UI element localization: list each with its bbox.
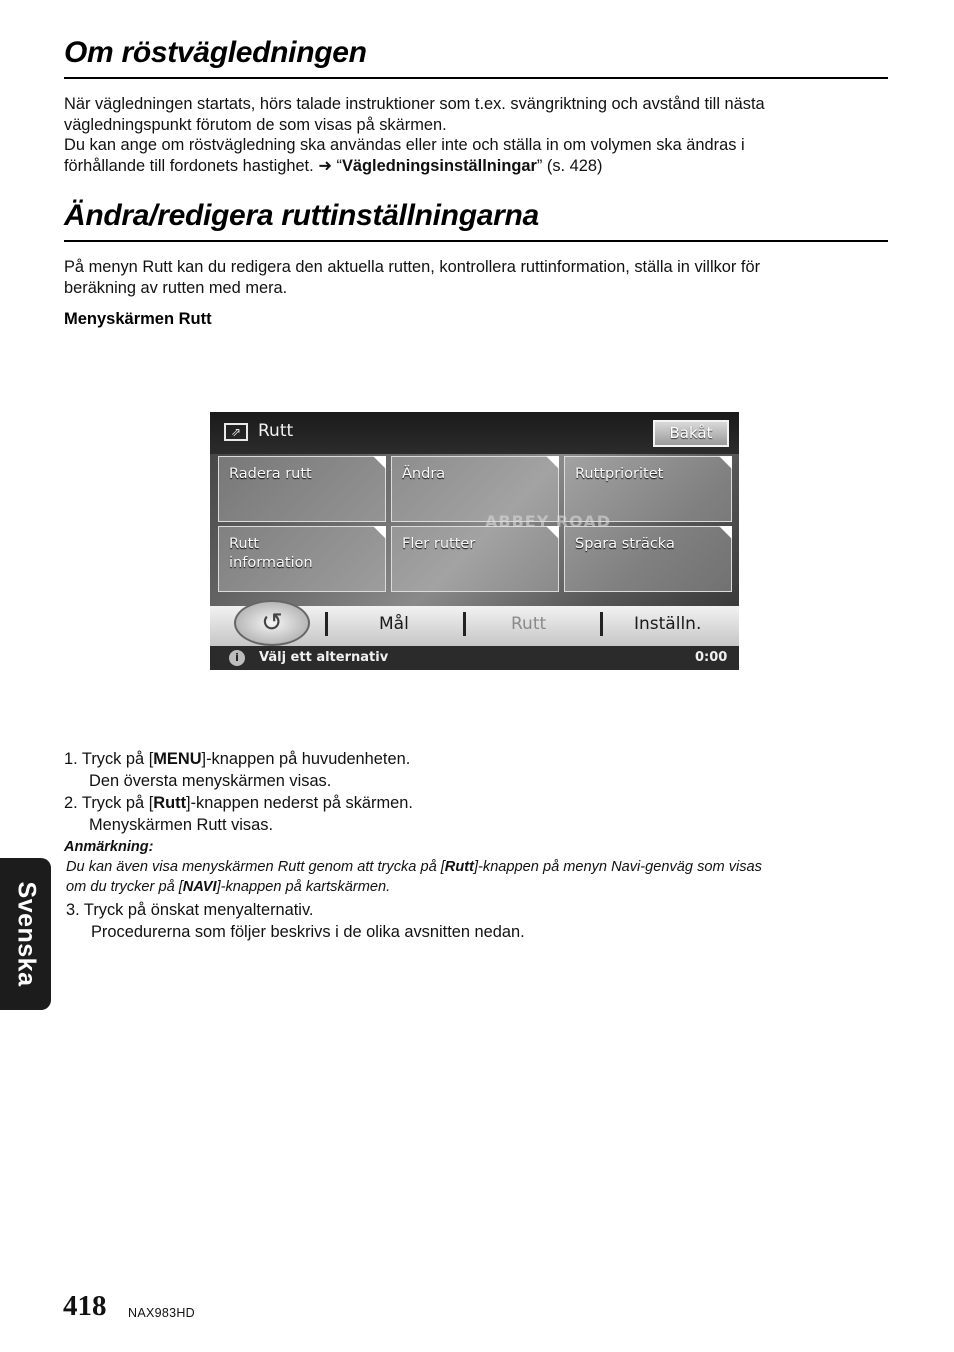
text-span: ]-knappen på huvudenheten. xyxy=(201,750,411,768)
edit-route-button[interactable] xyxy=(391,456,559,522)
text-line: Du kan ange om röstvägledning ska användas eller inte och ställa in om volymen ska ändras i xyxy=(64,136,745,154)
tile-label: information xyxy=(229,555,313,571)
clock: 0:00 xyxy=(695,650,728,665)
back-button[interactable]: Bakåt xyxy=(653,420,729,447)
status-bar xyxy=(210,646,739,670)
text-span: 1. Tryck på [ xyxy=(64,750,154,768)
text-line xyxy=(66,857,896,877)
separator xyxy=(325,612,328,636)
text-span: ]-knappen på menyn Navi-genväg som visas xyxy=(473,859,762,875)
key-name: MENU xyxy=(153,750,202,768)
text-line: När vägledningen startats, hörs talade instruktioner som t.ex. svängriktning och avstånd till nästa xyxy=(64,95,765,113)
route-icon: ⇗ xyxy=(224,423,248,441)
tile-label: Fler rutter xyxy=(402,536,476,552)
route-menu-screenshot xyxy=(210,412,739,670)
heading-rule xyxy=(64,77,888,79)
step-2 xyxy=(64,793,413,836)
tile-label: Spara sträcka xyxy=(575,536,675,552)
tile-label: Rutt xyxy=(229,536,259,552)
save-route-button[interactable] xyxy=(564,526,732,592)
route-information-button[interactable] xyxy=(218,526,386,592)
key-name: NAVI xyxy=(182,879,217,895)
text-span: 2. Tryck på [ xyxy=(64,794,154,812)
step-3 xyxy=(66,900,525,943)
text-line: Procedurerna som följer beskrivs i de olika avsnitten nedan. xyxy=(91,922,525,941)
text-line: vägledningspunkt förutom de som visas på skärmen. xyxy=(64,115,447,134)
screen-title: Rutt xyxy=(258,421,294,441)
bottom-navigation-bar xyxy=(210,606,739,646)
delete-route-button[interactable] xyxy=(218,456,386,522)
heading-voice-guidance: Om röstvägledningen xyxy=(64,36,367,69)
text-span: ]-knappen nederst på skärmen. xyxy=(186,794,413,812)
text-line xyxy=(66,877,896,897)
subheading-route-menu: Menyskärmen Rutt xyxy=(64,310,212,328)
map-street-sign: ABBEY ROAD xyxy=(485,512,612,531)
more-routes-button[interactable] xyxy=(391,526,559,592)
text-span: Du kan även visa menyskärmen Rutt genom att trycka på [ xyxy=(66,859,445,875)
info-icon: i xyxy=(229,650,245,666)
text-span: förhållande till fordonets hastighet. ➜ “ xyxy=(64,156,342,175)
text-line xyxy=(64,793,413,815)
cross-reference: Vägledningsinställningar xyxy=(341,156,537,175)
return-arrow-button[interactable]: ↺ xyxy=(234,600,310,646)
text-span: om du trycker på [ xyxy=(66,879,183,895)
key-name: Rutt xyxy=(153,794,187,812)
text-line: Den översta menyskärmen visas. xyxy=(89,771,332,790)
separator xyxy=(463,612,466,636)
page-number: 418 xyxy=(63,1290,107,1322)
screen-title-bar xyxy=(210,412,739,454)
text-span: ” (s. 428) xyxy=(536,156,603,175)
heading-route-settings: Ändra/redigera ruttinställningarna xyxy=(64,199,539,232)
destination-tab[interactable]: Mål xyxy=(379,614,409,634)
route-priority-button[interactable] xyxy=(564,456,732,522)
step-1 xyxy=(64,749,410,792)
tile-label: Radera rutt xyxy=(229,466,312,482)
text-span: ]-knappen på kartskärmen. xyxy=(216,879,391,895)
text-line: beräkning av rutten med mera. xyxy=(64,278,288,297)
model-name: NAX983HD xyxy=(128,1306,196,1320)
text-line xyxy=(64,749,410,771)
text-line: Menyskärmen Rutt visas. xyxy=(89,815,273,834)
paragraph-route-settings xyxy=(64,257,904,298)
heading-rule xyxy=(64,240,888,242)
note-label: Anmärkning: xyxy=(64,839,154,855)
settings-tab[interactable]: Inställn. xyxy=(634,614,702,634)
text-line xyxy=(64,156,904,177)
separator xyxy=(600,612,603,636)
note-text xyxy=(66,857,896,897)
key-name: Rutt xyxy=(444,859,474,875)
text-line: På menyn Rutt kan du redigera den aktuella rutten, kontrollera ruttinformation, ställa in villkor för xyxy=(64,258,761,276)
status-message: Välj ett alternativ xyxy=(259,650,389,665)
tile-label: Ändra xyxy=(402,466,446,482)
language-label: Svenska xyxy=(12,881,40,987)
tile-label: Ruttprioritet xyxy=(575,466,664,482)
language-side-tab xyxy=(0,858,51,1010)
route-tab[interactable]: Rutt xyxy=(511,614,547,634)
text-line: 3. Tryck på önskat menyalternativ. xyxy=(66,901,314,919)
paragraph-voice-guidance xyxy=(64,94,904,176)
